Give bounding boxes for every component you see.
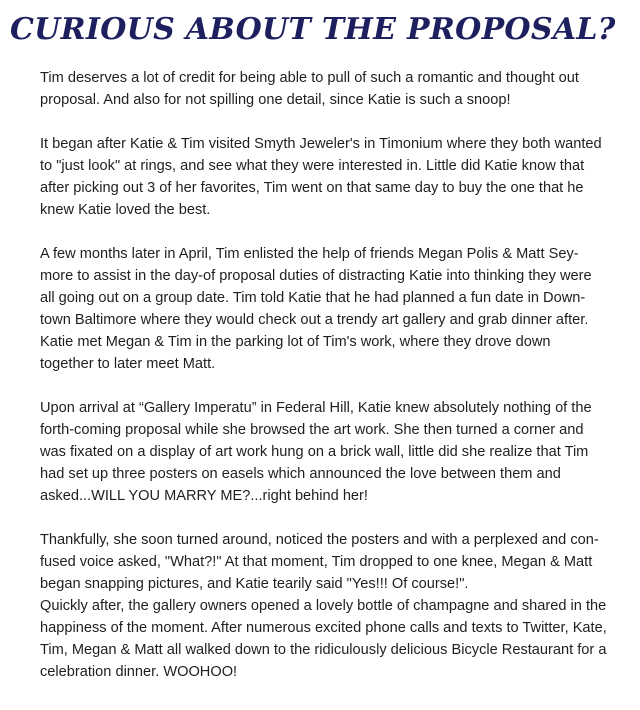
paragraph-reaction: [40, 529, 602, 595]
paragraph-celebration: [40, 595, 607, 683]
text-line: Katie met Megan & Tim in the parking lot of Tim's work, where they drove down: [40, 334, 551, 350]
text-line: knew Katie loved the best.: [40, 202, 211, 218]
text-line: Quickly after, the gallery owners opened a lovely bottle of champagne and shared in the: [40, 598, 607, 614]
page-heading: CURIOUS ABOUT THE PROPOSAL?: [10, 12, 616, 47]
text-line: began snapping pictures, and Katie tearily said "Yes!!! Of course!".: [40, 576, 469, 592]
text-line: proposal. And also for not spilling one detail, since Katie is such a snoop!: [40, 92, 511, 108]
text-line: celebration dinner. WOOHOO!: [40, 664, 238, 680]
paragraph-jeweler: [40, 133, 602, 221]
text-line: all going out on a group date. Tim told Katie that he had planned a fun date in Down-: [40, 290, 586, 306]
text-line: A few months later in April, Tim enlisted the help of friends Megan Polis & Matt Sey-: [40, 246, 579, 262]
text-line: together to later meet Matt.: [40, 356, 216, 372]
text-line: to "just look" at rings, and see what they were interested in. Little did Katie know that: [40, 158, 585, 174]
text-line: was fixated on a display of art work hung on a brick wall, little did she realize that Tim: [40, 444, 589, 460]
text-line: more to assist in the day-of proposal duties of distracting Katie into thinking they were: [40, 268, 592, 284]
text-line: Tim deserves a lot of credit for being able to pull of such a romantic and thought out: [40, 70, 579, 86]
text-line: after picking out 3 of her favorites, Tim went on that same day to buy the one that he: [40, 180, 584, 196]
text-line: fused voice asked, "What?!" At that moment, Tim dropped to one knee, Megan & Matt: [40, 554, 593, 570]
paragraph-gallery: [40, 397, 602, 507]
text-line: Tim, Megan & Matt all walked down to the ridiculously delicious Bicycle Restaurant for a: [40, 642, 607, 658]
paragraph-intro: [40, 67, 602, 111]
text-line: asked...WILL YOU MARRY ME?...right behind her!: [40, 488, 368, 504]
text-line: had set up three posters on easels which announced the love between them and: [40, 466, 561, 482]
text-line: happiness of the moment. After numerous excited phone calls and texts to Twitter, Kate,: [40, 620, 607, 636]
paragraph-plan: [40, 243, 602, 375]
text-line: Upon arrival at “Gallery Imperatu” in Federal Hill, Katie knew absolutely nothing of the: [40, 400, 592, 416]
text-line: town Baltimore where they would check out a trendy art gallery and grab dinner after.: [40, 312, 589, 328]
story-body: [40, 67, 607, 683]
text-line: It began after Katie & Tim visited Smyth Jeweler's in Timonium where they both wanted: [40, 136, 602, 152]
text-line: forth-coming proposal while she browsed the art work. She then turned a corner and: [40, 422, 584, 438]
text-line: Thankfully, she soon turned around, noticed the posters and with a perplexed and con-: [40, 532, 599, 548]
